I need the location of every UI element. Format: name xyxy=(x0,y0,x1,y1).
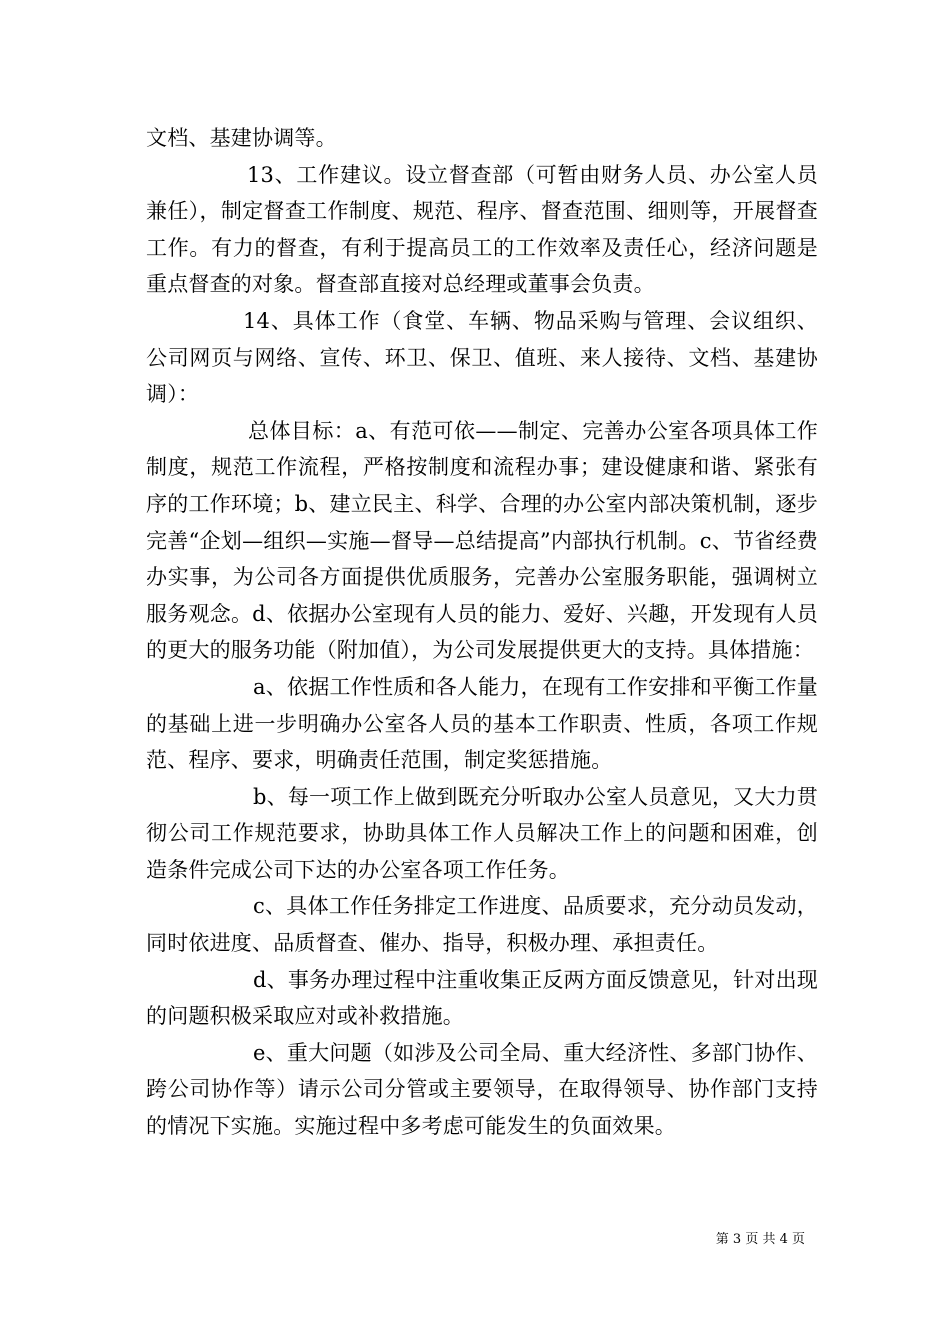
paragraph-overall-goal: 总体目标：a、有范可依——制定、完善办公室各项具体工作制度，规范工作流程，严格按制度和流程办事；建设健康和谐、紧张有序的工作环境；b、建立民主、科学、合理的办公室内部决策机制，逐步完善“企划—组织—实施—督导—总结提高”内部执行机制。c、节省经费办实事，为公司各方面提供优质服务，完善办公室服务职能，强调树立服务观念。d、依据办公室现有人员的能力、爱好、兴趣，开发现有人员的更大的服务功能（附加值），为公司发展提供更大的支持。具体措施： xyxy=(146,418,818,663)
paragraph-continuation: 文档、基建协调等。 xyxy=(146,126,337,150)
paragraph-specific-work: 14、具体工作（食堂、车辆、物品采购与管理、会议组织、公司网页与网络、宣传、环卫、保卫、值班、来人接待、文档、基建协调）： xyxy=(146,308,818,407)
paragraph-measure-a: a、依据工作性质和各人能力，在现有工作安排和平衡工作量的基础上进一步明确办公室各人员的基本工作职责、性质，各项工作规范、程序、要求，明确责任范围，制定奖惩措施。 xyxy=(146,674,818,773)
page-number-footer: 第 3 页 共 4 页 xyxy=(715,1232,805,1247)
paragraph-measure-b: b、每一项工作上做到既充分听取办公室人员意见，又大力贯彻公司工作规范要求，协助具体工作人员解决工作上的问题和困难，创造条件完成公司下达的办公室各项工作任务。 xyxy=(146,784,818,882)
paragraph-measure-e: e、重大问题（如涉及公司全局、重大经济性、多部门协作、跨公司协作等）请示公司分管或主要领导，在取得领导、协作部门支持的情况下实施。实施过程中多考虑可能发生的负面效果。 xyxy=(146,1040,818,1139)
paragraph-measure-d: d、事务办理过程中注重收集正反两方面反馈意见，针对出现的问题积极采取应对或补救措施。 xyxy=(146,967,818,1029)
paragraph-work-suggestion: 13、工作建议。设立督查部（可暂由财务人员、办公室人员兼任），制定督查工作制度、规范、程序、督查范围、细则等，开展督查工作。有力的督查，有利于提高员工的工作效率及责任心，经济问题是重点督查的对象。督查部直接对总经理或董事会负责。 xyxy=(146,162,818,297)
document-body xyxy=(146,120,818,1145)
paragraph-measure-c: c、具体工作任务排定工作进度、品质要求，充分动员发动，同时依进度、品质督查、催办、指导，积极办理、承担责任。 xyxy=(146,894,818,956)
